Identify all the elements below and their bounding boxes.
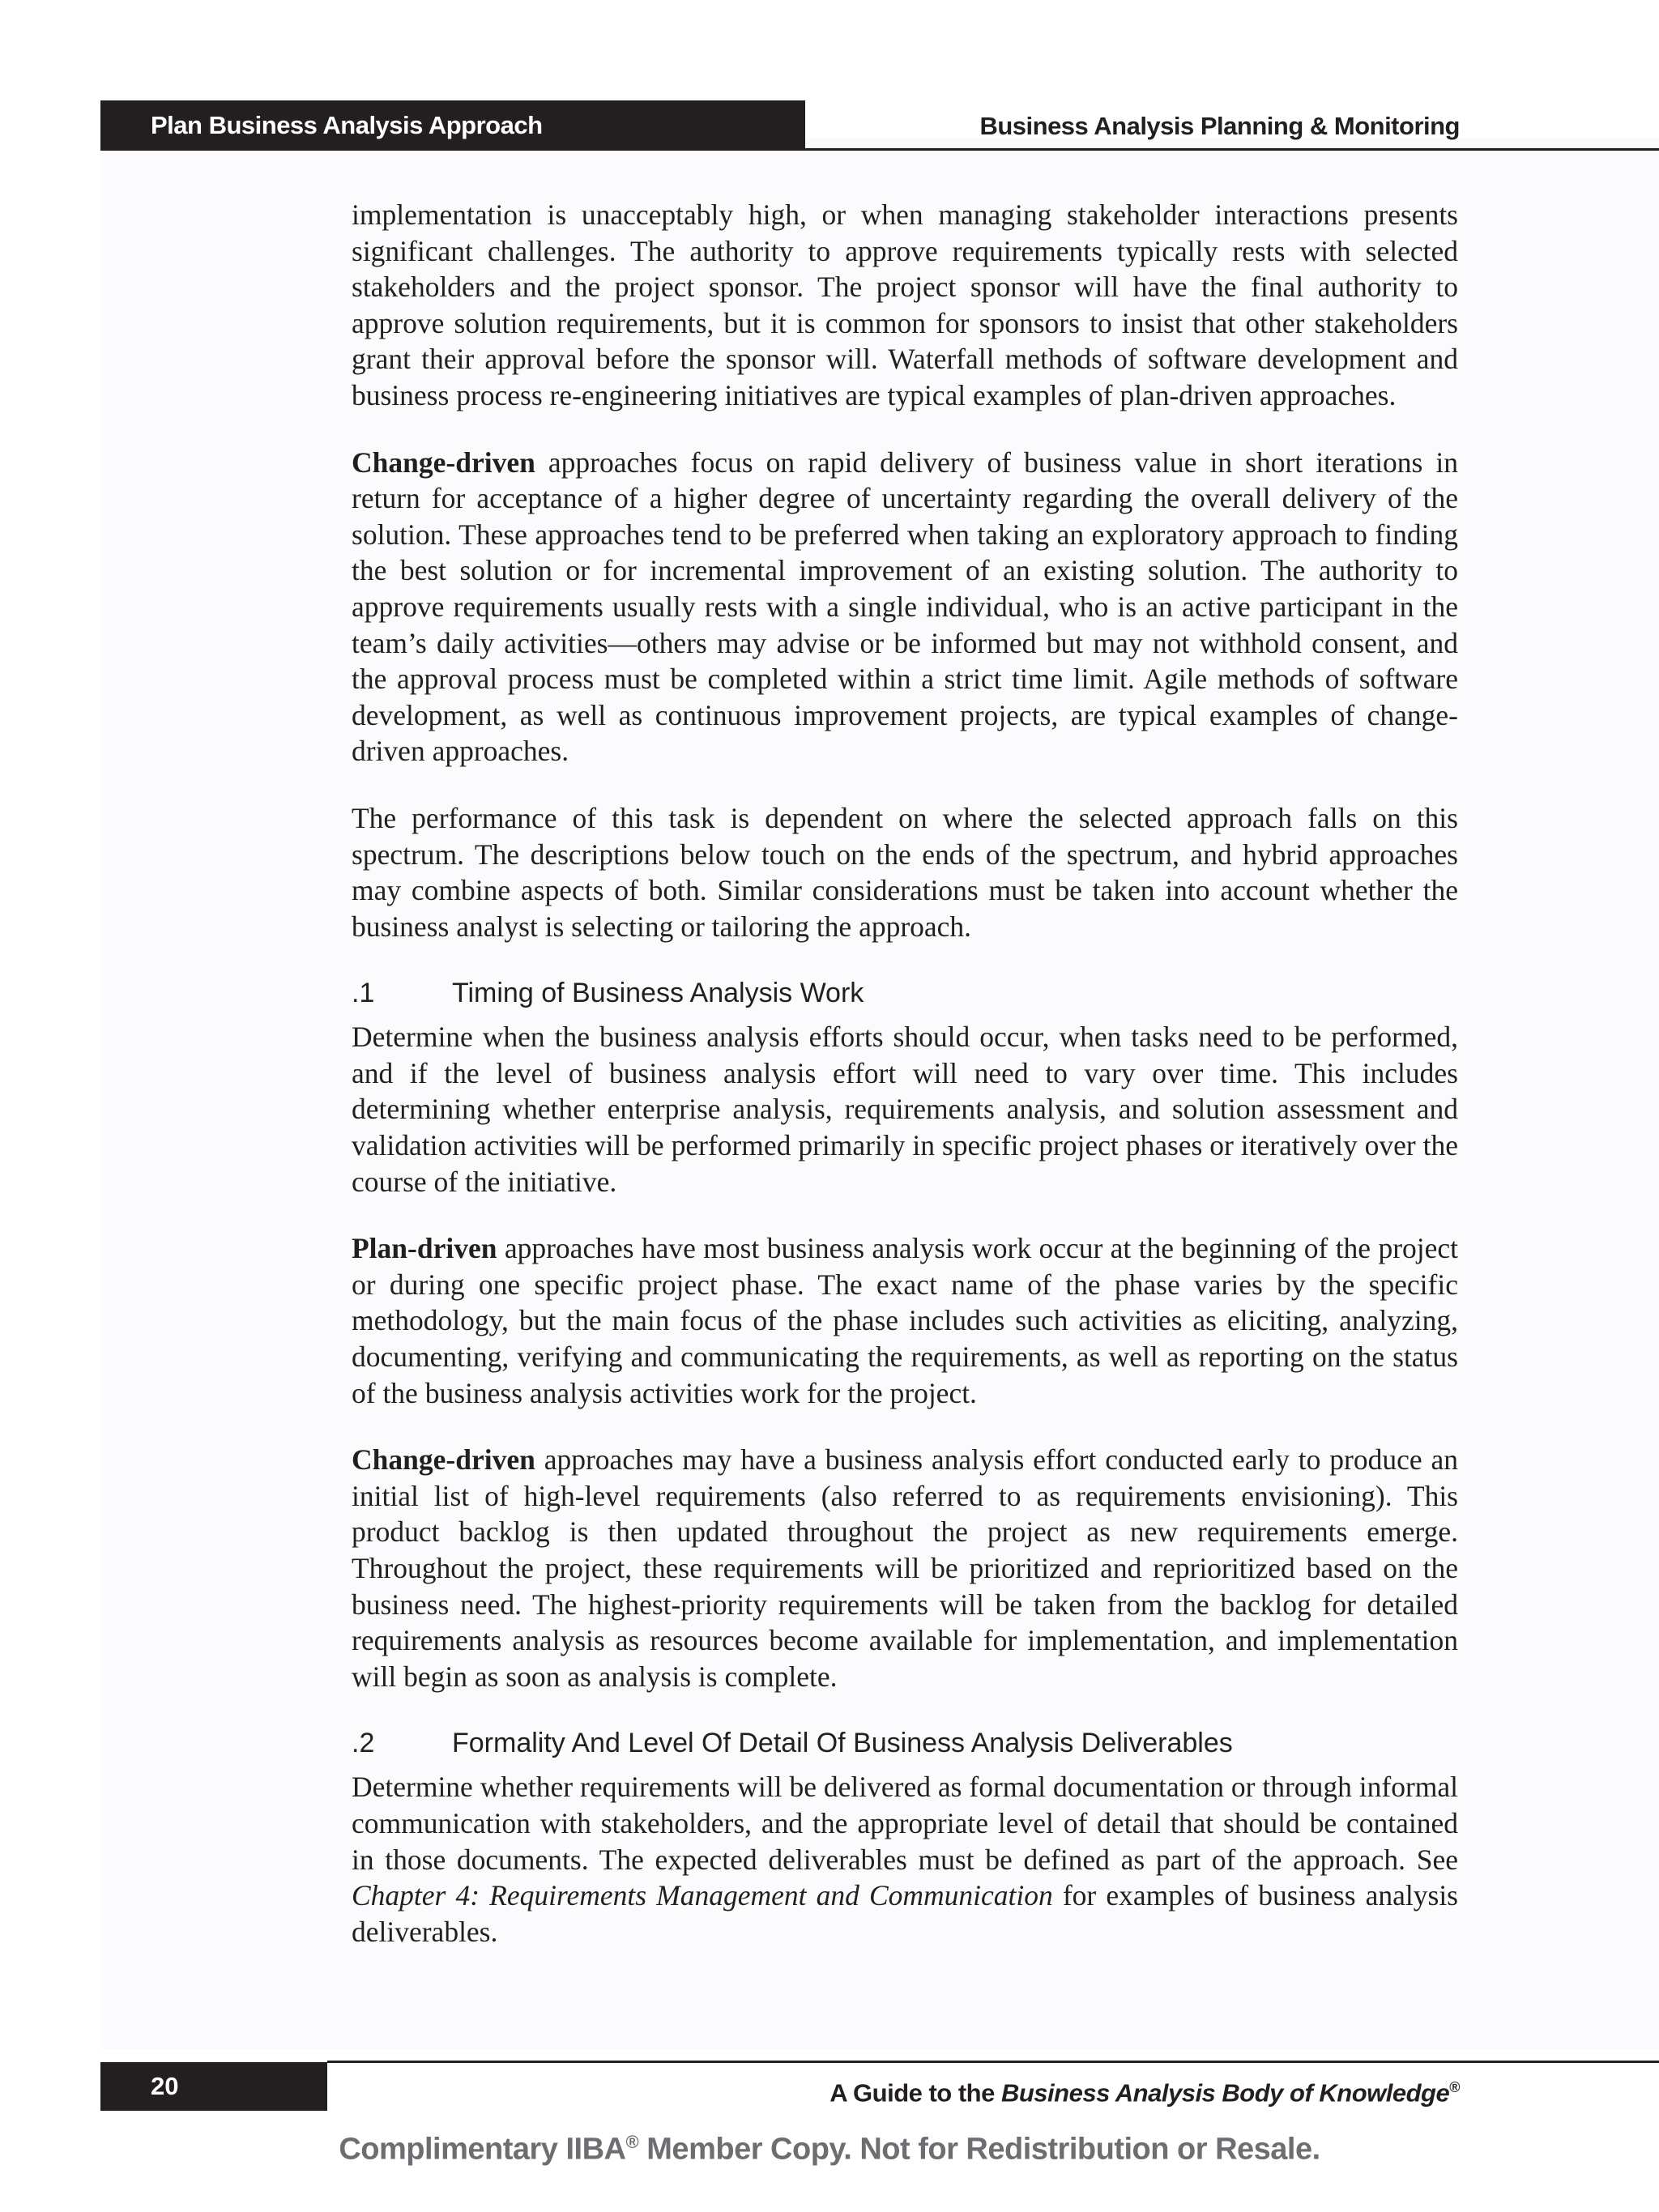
subsection-heading-formality [352,1725,1458,1761]
registered-mark: ® [625,2132,639,2152]
term-change-driven: Change-driven [352,445,535,479]
page-content [352,197,1458,1980]
paragraph-text: approaches focus on rapid delivery of business value in short iterations in return for acceptance of a higher degree of uncertainty regarding the overall delivery of the solution. These approaches tend to be preferred when taking an exploratory approach to finding the best solution or for incremental improvement of an existing solution. The authority to approve requirements usually rests with a single individual, who is an active participant in the team’s daily activities—others may advise or be informed but may not withhold consent, and the approval process must be completed within a strict time limit. Agile methods of software development, as well as continuous improvement projects, are typical examples of change-driven approaches. [352,445,1458,768]
paragraph-text: approaches have most business analysis work occur at the beginning of the project or during one specific project phase. The exact name of the phase varies by the specific methodology, but the main focus of the phase includes such activities as eliciting, analyzing, documenting, verifying and communicating the requirements, as well as reporting on the status of the business analysis activities work for the project. [352,1232,1458,1409]
footer-book-title: Business Analysis Body of Knowledge [1000,2078,1450,2108]
paragraph-change-driven [352,445,1458,769]
paragraph-text: approaches may have a business analysis effort conducted early to produce an initial list of high-level requirements (also referred to as requirements envisioning). This product backlog is then updated throughout the project as new requirements emerge. Throughout the project, these requirements will be prioritized and reprioritized based on the business need. The highest-priority requirements will be taken from the backlog for detailed requirements analysis as resources become available for implementation, and implementation will begin as soon as analysis is complete. [352,1443,1458,1693]
footer-rule [327,2061,1659,2063]
copy-watermark [0,2132,1659,2167]
paragraph-timing: Determine when the business analysis efforts should occur, when tasks need to be performed, and if the level of business analysis effort will need to vary over time. This includes determining whether enterprise analysis, requirements analysis, and solution assessment and validation activities will be performed primarily in specific project phases or iteratively over the course of the initiative. [352,1021,1458,1198]
subsection-heading-timing [352,975,1458,1011]
footer-guide-prefix: A Guide to the [830,2078,1001,2108]
registered-mark: ® [1449,2079,1460,2095]
paragraph-formality [352,1769,1458,1950]
paragraph-plan-driven-timing [352,1230,1458,1411]
header-chapter-title: Business Analysis Planning & Monitoring [979,112,1460,140]
subsection-number: .2 [352,1728,375,1759]
paragraph-spectrum: The performance of this task is dependent on where the selected approach falls on this spectrum. The descriptions below touch on the ends of the spectrum, and hybrid approaches may combine aspects of both. Similar considerations must be taken into account whether the business analyst is selecting or tailoring the approach. [352,801,1458,943]
page-number: 20 [100,2062,327,2111]
footer-guide-title [830,2064,1460,2111]
paragraph-change-driven-timing [352,1442,1458,1694]
paragraph-text: Determine whether requirements will be delivered as formal documentation or through informal communication with stakeholders, and the appropriate level of detail that should be contained in those documents. The expected deliverables must be defined as part of the approach. See [352,1771,1458,1876]
watermark-text: Complimentary IIBA [339,2132,626,2167]
chapter-reference: Chapter 4: Requirements Management and Communication [352,1879,1053,1912]
term-change-driven: Change-driven [352,1443,535,1477]
subsection-title: Timing of Business Analysis Work [452,978,864,1009]
subsection-title: Formality And Level Of Detail Of Business Analysis Deliverables [452,1728,1233,1759]
term-plan-driven: Plan-driven [352,1232,497,1265]
subsection-number: .1 [352,978,375,1009]
paragraph-text: for examples of business analysis deliverables. [352,1879,1459,1948]
header-section-title: Plan Business Analysis Approach [100,100,805,151]
watermark-text: Member Copy. Not for Redistribution or Resale. [638,2132,1320,2167]
paragraph-plan-driven-cont: implementation is unacceptably high, or when managing stakeholder interactions presents significant challenges. The authority to approve requirements typically rests with selected stakeholders and the project sponsor. The project sponsor will have the final authority to approve solution requirements, but it is common for sponsors to insist that other stakeholders grant their approval before the sponsor will. Waterfall methods of software development and business process re-engineering initiatives are typical examples of plan-driven approaches. [352,198,1458,411]
